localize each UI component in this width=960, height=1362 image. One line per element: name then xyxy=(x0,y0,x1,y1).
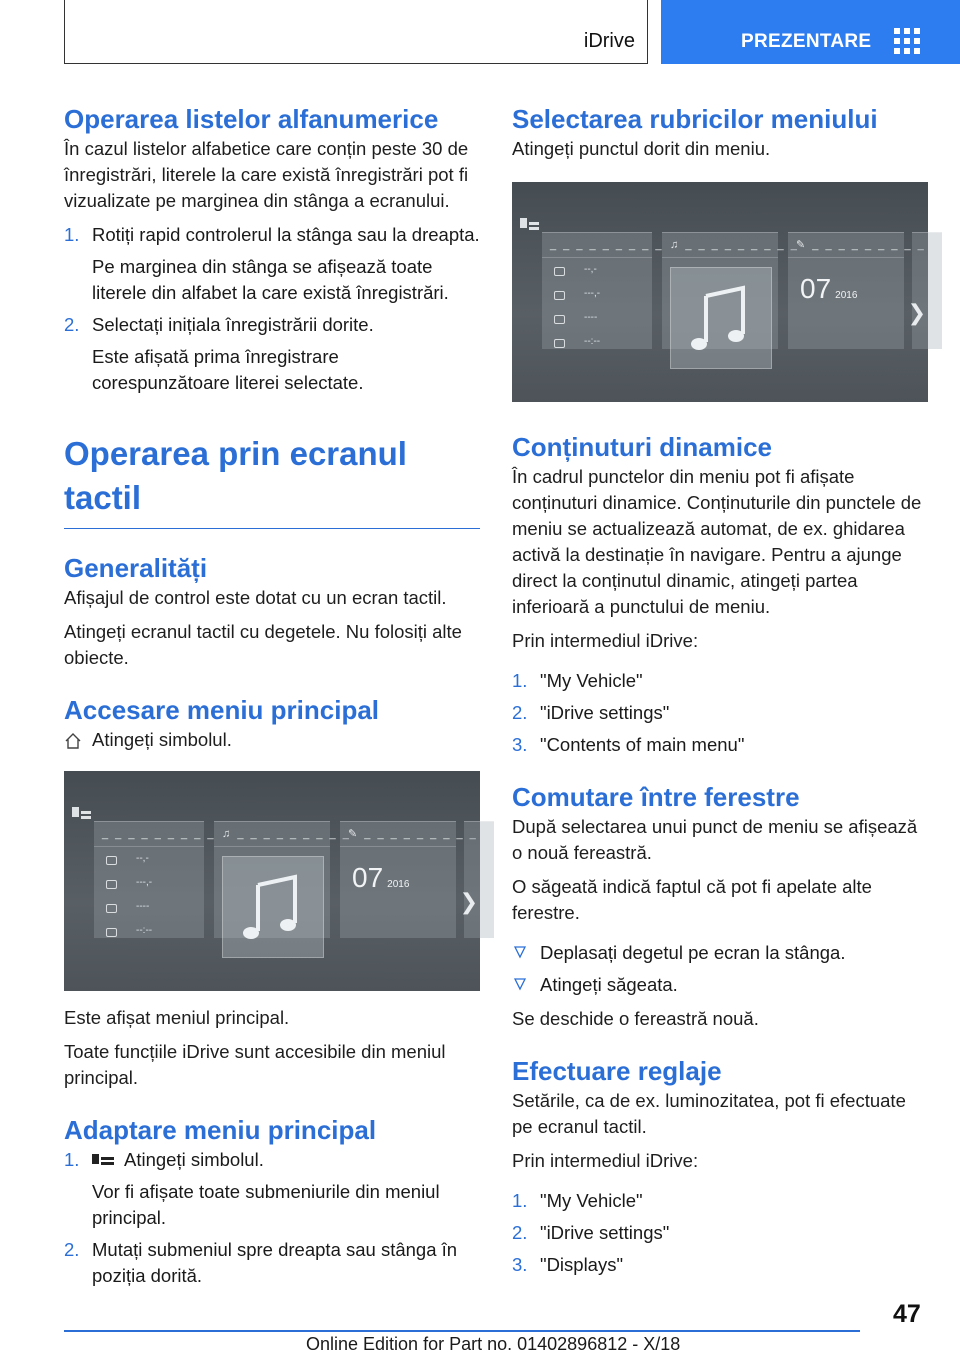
adapt-steps-list xyxy=(64,1147,480,1289)
list-item: 2. Mutați submeniul spre dreapta sau stânga în poziția dorită. xyxy=(64,1239,458,1286)
heading-dynamic-content: Conținuturi dinamice xyxy=(512,432,772,462)
paragraph-main-menu-2: Toate funcțiile iDrive sunt accesibile din meniul principal. xyxy=(64,1041,446,1088)
triangle-bullet-icon xyxy=(514,978,526,990)
next-tile xyxy=(912,232,942,349)
paragraph-switch-1: După selectarea unui punct de meniu se afișează o nouă fereastră. xyxy=(512,816,918,863)
menu-items-screenshot xyxy=(512,182,928,402)
heading-general: Generalități xyxy=(64,553,208,583)
list-item: 1. Atingeți simbolul. Vor fi afișate toate submeniurile din meniul principal. xyxy=(64,1149,440,1228)
music-notes-icon xyxy=(671,268,771,368)
list-item: 1. "My Vehicle" xyxy=(512,1190,643,1211)
paragraph-via-idrive-2: Prin intermediul iDrive: xyxy=(512,1150,699,1171)
settings-steps-list xyxy=(512,1188,928,1278)
list-item: 2. "iDrive settings" xyxy=(512,1222,670,1243)
main-menu-screenshot xyxy=(64,771,480,991)
switch-bullets-list xyxy=(512,940,928,998)
header-section-label: iDrive xyxy=(583,30,635,52)
heading-touchscreen: Operarea prin ecranul tactil xyxy=(64,432,480,529)
heading-switch-windows: Comutare între ferestre xyxy=(512,782,800,812)
grid-menu-icon xyxy=(894,28,920,54)
list-item: 2. "iDrive settings" xyxy=(512,702,670,723)
list-item: Deplasați degetul pe ecran la stânga. xyxy=(512,940,928,966)
chevron-right-icon[interactable]: ❯ xyxy=(907,300,926,325)
list-item: 3. "Contents of main menu" xyxy=(512,734,745,755)
chevron-right-icon[interactable]: ❯ xyxy=(459,889,478,914)
pen-icon: ✎ xyxy=(348,828,365,840)
heading-select-menu-items: Selectarea rubricilor meniului xyxy=(512,104,878,134)
paragraph-general-2: Atingeți ecranul tactil cu degetele. Nu folosiți alte obiecte. xyxy=(64,621,462,668)
menu-arrange-icon xyxy=(520,216,540,232)
heading-adapt-main-menu: Adaptare meniu principal xyxy=(64,1115,377,1145)
media-tile: ♫ _ _ _ _ _ _ _ _ _ xyxy=(662,232,778,349)
access-instruction xyxy=(64,727,480,753)
paragraph-settings: Setările, ca de ex. luminozitatea, pot fi efectuate pe ecranul tactil. xyxy=(512,1090,906,1137)
list-item: Atingeți săgeata. xyxy=(512,972,928,998)
header-chapter-label: PREZENTARE xyxy=(741,31,872,52)
list-item: 2. Selectați inițiala înregistrării dorite. Este afișată prima înregistrare corespunzătoare literei selectate. xyxy=(64,314,374,393)
home-icon xyxy=(64,732,82,750)
heading-access-main-menu: Accesare meniu principal xyxy=(64,695,380,725)
paragraph-via-idrive-1: Prin intermediul iDrive: xyxy=(512,630,699,651)
paragraph-general-1: Afișajul de control este dotat cu un ecran tactil. xyxy=(64,587,447,608)
menu-arrange-icon xyxy=(72,805,92,821)
footer-divider xyxy=(64,1330,860,1332)
list-item: 3. "Displays" xyxy=(512,1254,624,1275)
date-year: 2016 xyxy=(835,290,858,301)
triangle-bullet-icon xyxy=(514,946,526,958)
paragraph-select: Atingeți punctul dorit din meniu. xyxy=(512,138,771,159)
vehicle-tile: _ _ _ _ _ _ _ _ _ --,- ---,- ---- --:-- xyxy=(94,821,204,938)
list-item: 1. Rotiți rapid controlerul la stânga sau la dreapta. Pe marginea din stânga se afișează toate literele din alfabet la care există înregistrări. xyxy=(64,224,480,303)
music-notes-icon xyxy=(223,857,323,957)
media-tile: ♫ _ _ _ _ _ _ _ _ _ xyxy=(214,821,330,938)
paragraph-main-menu-1: Este afișat meniul principal. xyxy=(64,1007,290,1028)
header-left-box xyxy=(64,0,648,64)
heading-settings: Efectuare reglaje xyxy=(512,1056,722,1086)
alpha-steps-list xyxy=(64,222,480,396)
header-chapter-tab[interactable] xyxy=(661,0,960,64)
date-year: 2016 xyxy=(387,879,410,890)
paragraph-switch-2: O săgeată indică faptul că pot fi apelate alte ferestre. xyxy=(512,876,872,923)
paragraph-dynamic: În cadrul punctelor din meniu pot fi afișate conținuturi dinamice. Conținuturile din punctele de meniu se actualizează automat, de ex. ghidarea activă la destinație în navigare. Pentru a ajunge direct la conținutul dinamic, atingeți partea inferioară a punctului de meniu. xyxy=(512,466,922,617)
footer-edition: Online Edition for Part no. 01402896812 - X/18 xyxy=(306,1334,681,1354)
music-note-icon: ♫ xyxy=(222,828,238,840)
music-note-icon: ♫ xyxy=(670,239,686,251)
next-tile xyxy=(464,821,494,938)
page-number: 47 xyxy=(893,1300,921,1328)
submenu-icon xyxy=(92,1154,114,1168)
right-column xyxy=(512,102,928,1278)
dynamic-steps-list xyxy=(512,668,928,758)
paragraph-alphanumeric: În cazul listelor alfabetice care conțin peste 30 de înregistrări, literele la care există înregistrări pot fi vizualizate pe marginea din stânga a ecranului. xyxy=(64,138,469,211)
paragraph-switch-3: Se deschide o fereastră nouă. xyxy=(512,1008,759,1029)
date-day: 07 xyxy=(352,862,384,893)
navigation-tile: ✎ _ _ _ _ _ _ _ _ _ 07 2016 xyxy=(788,232,904,349)
access-text: Atingeți simbolul. xyxy=(92,729,232,750)
navigation-tile: ✎ _ _ _ _ _ _ _ _ _ 07 2016 xyxy=(340,821,456,938)
left-column xyxy=(64,102,480,1289)
pen-icon: ✎ xyxy=(796,239,813,251)
list-item: 1. "My Vehicle" xyxy=(512,670,643,691)
date-day: 07 xyxy=(800,273,832,304)
vehicle-tile: _ _ _ _ _ _ _ _ _ --,- ---,- ---- --:-- xyxy=(542,232,652,349)
heading-alphanumeric-lists: Operarea listelor alfanumerice xyxy=(64,104,439,134)
